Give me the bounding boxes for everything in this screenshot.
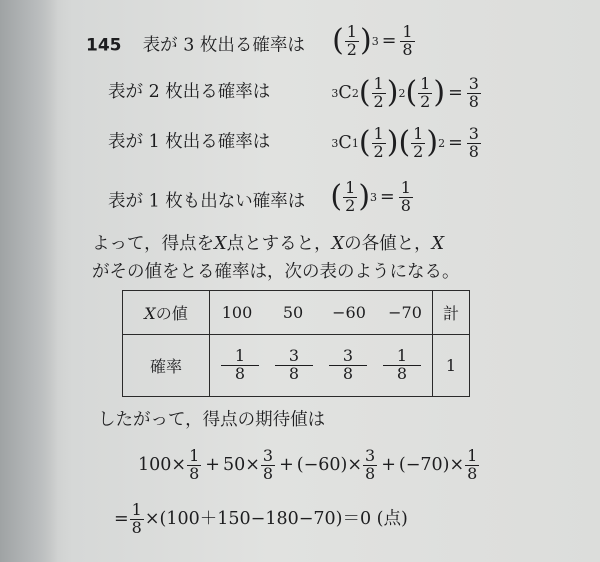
fraction: $\frac{3}{8}$	[365, 446, 376, 483]
case1-line	[108, 126, 482, 161]
header-label-cell: Xの値	[123, 291, 210, 335]
probability-table	[122, 290, 470, 397]
fraction: $\frac{1}{2}$	[373, 124, 384, 161]
expect-intro: したがって，得点の期待値は	[98, 410, 326, 430]
value-cell: −60	[332, 303, 366, 322]
prob-values-cell	[210, 335, 433, 397]
fraction: $\frac{1}{2}$	[413, 124, 424, 161]
case2-label: 表が 2 枚出る確率は	[108, 81, 271, 102]
header-values-cell	[210, 291, 433, 335]
value-cell: −70	[388, 303, 422, 322]
prob-label-cell: 確率	[123, 335, 210, 397]
case3-expression: ( $\frac{1}{2}$ ) 3 = $\frac{1}{8}$	[332, 22, 413, 59]
intro-line-1: よって，得点をX点とすると，Xの各値と，X	[92, 234, 445, 254]
fraction: $\frac{1}{8}$	[221, 348, 259, 383]
fraction: $\frac{3}{8}$	[275, 348, 313, 383]
problem-number: 145	[86, 35, 122, 56]
value-cell: 100	[221, 303, 253, 322]
sum-label-cell: 計	[433, 291, 470, 335]
case3-label: 表が 3 枚出る確率は	[142, 35, 305, 56]
intro-line-2: がその値をとる確率は，次の表のようになる。	[92, 262, 460, 282]
case1-expression: 3 C 1 ( $\frac{1}{2}$ ) ( $\frac{1}{2}$ ) 2 = $\frac{3}{8}$	[331, 124, 479, 161]
sum-value-cell: 1	[433, 335, 470, 397]
fraction: $\frac{1}{8}$	[400, 178, 411, 215]
case0-line	[108, 180, 414, 215]
value-cell: 50	[282, 303, 304, 322]
case0-expression: ( $\frac{1}{2}$ ) 3 = $\frac{1}{8}$	[330, 178, 411, 215]
fraction: $\frac{1}{8}$	[467, 446, 478, 483]
fraction: $\frac{1}{8}$	[402, 22, 413, 59]
fraction: $\frac{1}{2}$	[373, 74, 384, 111]
fraction: $\frac{1}{2}$	[346, 22, 357, 59]
fraction: $\frac{1}{2}$	[345, 178, 356, 215]
fraction: $\frac{1}{8}$	[383, 348, 421, 383]
fraction: $\frac{1}{2}$	[420, 74, 431, 111]
case3-line	[86, 24, 416, 59]
case1-label: 表が 1 枚出る確率は	[108, 131, 271, 152]
final-expression: = $\frac{1}{8}$ ×(100＋150−180−70)＝0 (点)	[114, 500, 408, 537]
fraction: $\frac{3}{8}$	[262, 446, 274, 483]
fraction: $\frac{3}{8}$	[468, 124, 479, 161]
case2-expression: 3 C 2 ( $\frac{1}{2}$ ) 2 ( $\frac{1}{2}$ ) = $\frac{3}{8}$	[331, 74, 479, 111]
fraction: $\frac{3}{8}$	[468, 74, 479, 111]
fraction: $\frac{1}{8}$	[189, 446, 200, 483]
fraction: $\frac{3}{8}$	[329, 348, 367, 383]
table-row	[123, 291, 470, 335]
fraction: $\frac{1}{8}$	[131, 500, 142, 537]
case0-label: 表が 1 枚も出ない確率は	[108, 191, 306, 212]
page-margin-shadow	[0, 0, 58, 562]
table-row	[123, 335, 470, 397]
case2-line	[108, 76, 482, 111]
expect-expression: 100 × $\frac{1}{8}$ + 50 × $\frac{3}{8}$ + (−60) × $\frac{3}{8}$ + (−70) × $\frac{1}{8}$	[138, 446, 478, 483]
